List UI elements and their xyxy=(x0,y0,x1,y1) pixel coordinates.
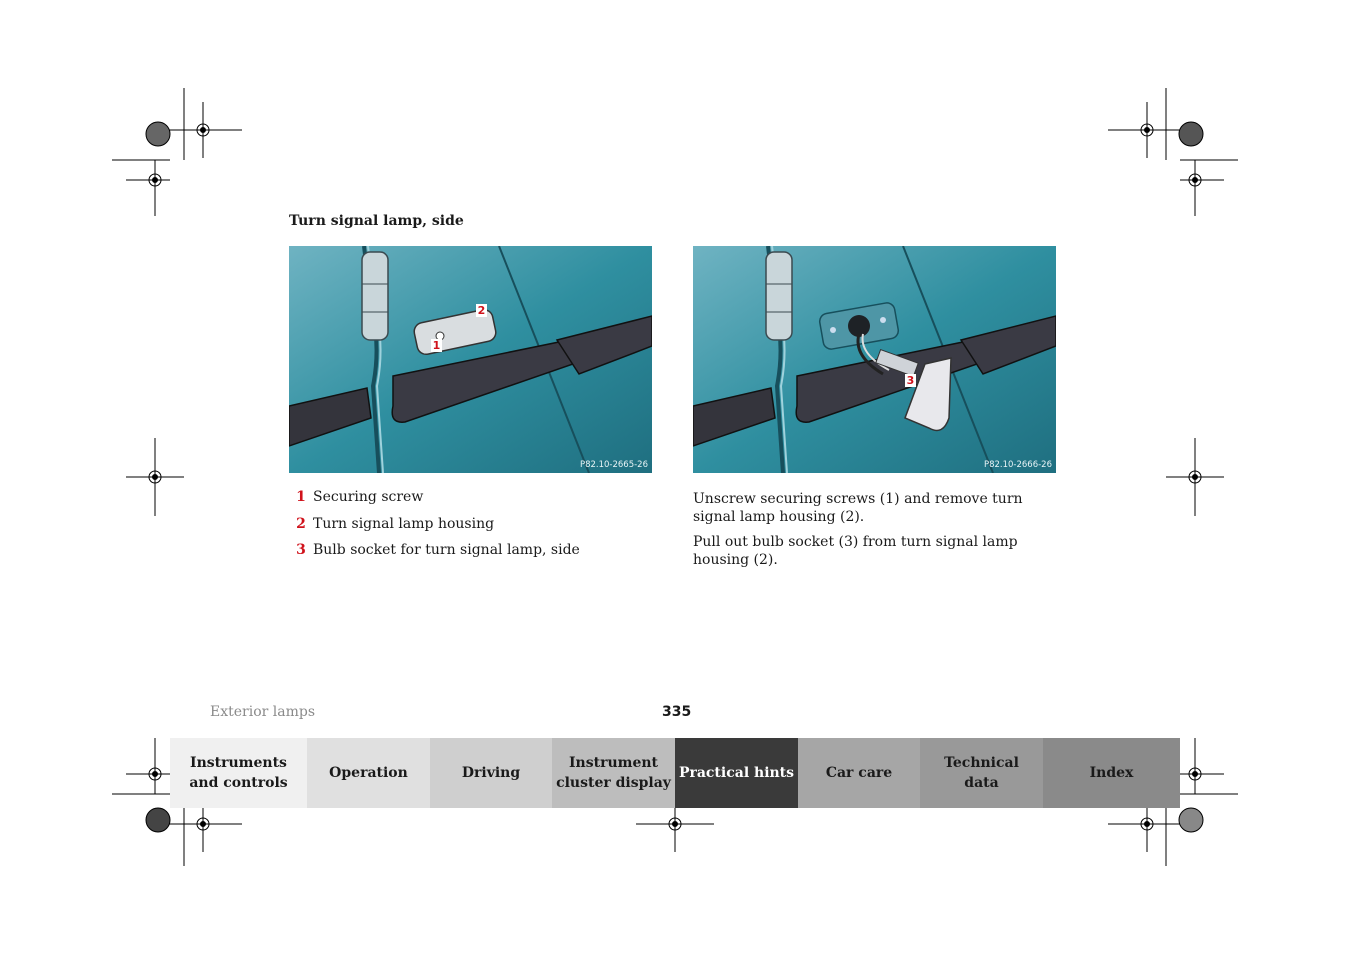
tab-index[interactable]: Index xyxy=(1043,738,1180,808)
section-title: Turn signal lamp, side xyxy=(289,213,464,229)
legend-number: 1 xyxy=(296,489,306,505)
tab-technical-data[interactable]: Technical data xyxy=(920,738,1043,808)
tab-instrument-cluster-display[interactable]: Instrument cluster display xyxy=(552,738,675,808)
instruction-step: Pull out bulb socket (3) from turn signal lamp housing (2). xyxy=(693,534,1018,568)
legend-number: 2 xyxy=(296,515,306,532)
tab-car-care[interactable]: Car care xyxy=(798,738,920,808)
footer-section-name: Exterior lamps xyxy=(210,704,316,720)
figure-bulb-socket xyxy=(693,246,1056,473)
tab-operation[interactable]: Operation xyxy=(307,738,430,808)
chapter-nav xyxy=(170,738,1180,808)
figure-lamp-housing xyxy=(289,246,652,473)
tab-instruments-and-controls[interactable]: Instruments and controls xyxy=(170,738,307,808)
instructions xyxy=(693,490,1063,576)
legend-item xyxy=(289,542,669,569)
instruction-step: Unscrew securing screws (1) and remove turn signal lamp housing (2). xyxy=(693,491,1023,525)
legend-item xyxy=(289,516,669,543)
door-illustration-1 xyxy=(289,246,652,473)
legend-number: 3 xyxy=(296,542,306,558)
door-illustration-2 xyxy=(693,246,1056,473)
legend-text: Turn signal lamp housing xyxy=(313,515,495,532)
callout-2: 2 xyxy=(477,304,486,317)
page-number: 335 xyxy=(662,704,692,720)
figure-code: P82.10-2666-26 xyxy=(983,460,1052,470)
legend-item xyxy=(289,489,669,516)
tab-driving[interactable]: Driving xyxy=(430,738,552,808)
legend-text: Bulb socket for turn signal lamp, side xyxy=(313,542,580,558)
tab-practical-hints[interactable]: Practical hints xyxy=(675,738,798,808)
callout-3: 3 xyxy=(906,374,915,387)
figure-code: P82.10-2665-26 xyxy=(579,460,648,470)
legend-list xyxy=(289,489,669,569)
callout-1: 1 xyxy=(432,339,441,352)
legend-text: Securing screw xyxy=(313,489,424,505)
